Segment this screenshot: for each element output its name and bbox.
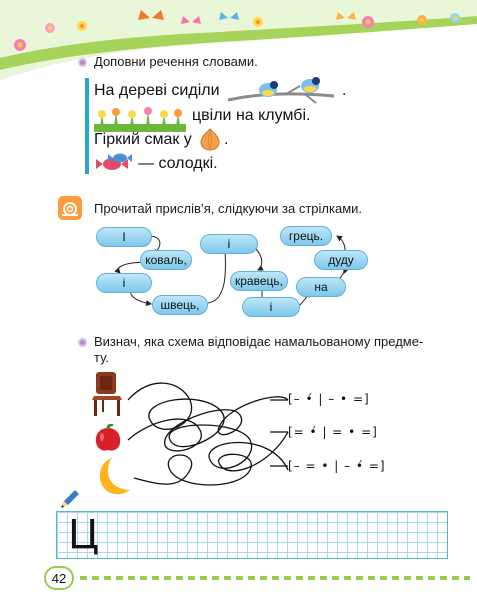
sentence-line-1-end: . xyxy=(342,82,347,99)
page-number: 42 xyxy=(44,566,74,590)
section1-instruction: Доповни речення словами. xyxy=(94,54,258,69)
sentence-line-2: цвіли на клумбі. xyxy=(192,107,311,124)
proverb-word-6: кравець, xyxy=(230,271,288,291)
proverb-word-7: і xyxy=(242,297,300,317)
section-bullet xyxy=(78,338,87,347)
sample-letter: Ц xyxy=(68,512,100,558)
sentence-line-3: Гіркий смак у xyxy=(94,131,192,148)
connector-lines xyxy=(270,380,290,480)
proverb-word-5: і xyxy=(200,234,258,254)
writing-grid xyxy=(56,511,448,559)
proverb-word-3: і xyxy=(96,273,152,293)
proverb-word-9: дуду xyxy=(314,250,368,270)
footer-dashed-line xyxy=(80,576,470,580)
proverb-word-4: швець, xyxy=(152,295,208,315)
proverb-word-10: грець. xyxy=(280,226,332,246)
section2-instruction: Прочитай прислів’я, слідкуючи за стрілками. xyxy=(94,201,363,216)
scheme-1: [– •́ | – • =] xyxy=(288,392,370,406)
sentence-line-4: — солодкі. xyxy=(138,155,218,172)
proverb-word-2: коваль, xyxy=(140,250,192,270)
scheme-3: [– = • | – •́ =] xyxy=(288,459,386,473)
proverb-word-8: на xyxy=(296,277,346,297)
sentence-line-3-end: . xyxy=(224,131,229,148)
scheme-2: [= •́ | = • =] xyxy=(288,425,378,439)
pen-icon xyxy=(58,489,80,511)
tangled-lines xyxy=(120,370,290,500)
section3-instruction-line2: ту. xyxy=(94,350,109,365)
section3-instruction-line1: Визнач, яка схема відповідає намальованому предме- xyxy=(94,334,424,349)
proverb-word-1: І xyxy=(96,227,152,247)
sentence-line-1: На дереві сиділи xyxy=(94,82,220,99)
